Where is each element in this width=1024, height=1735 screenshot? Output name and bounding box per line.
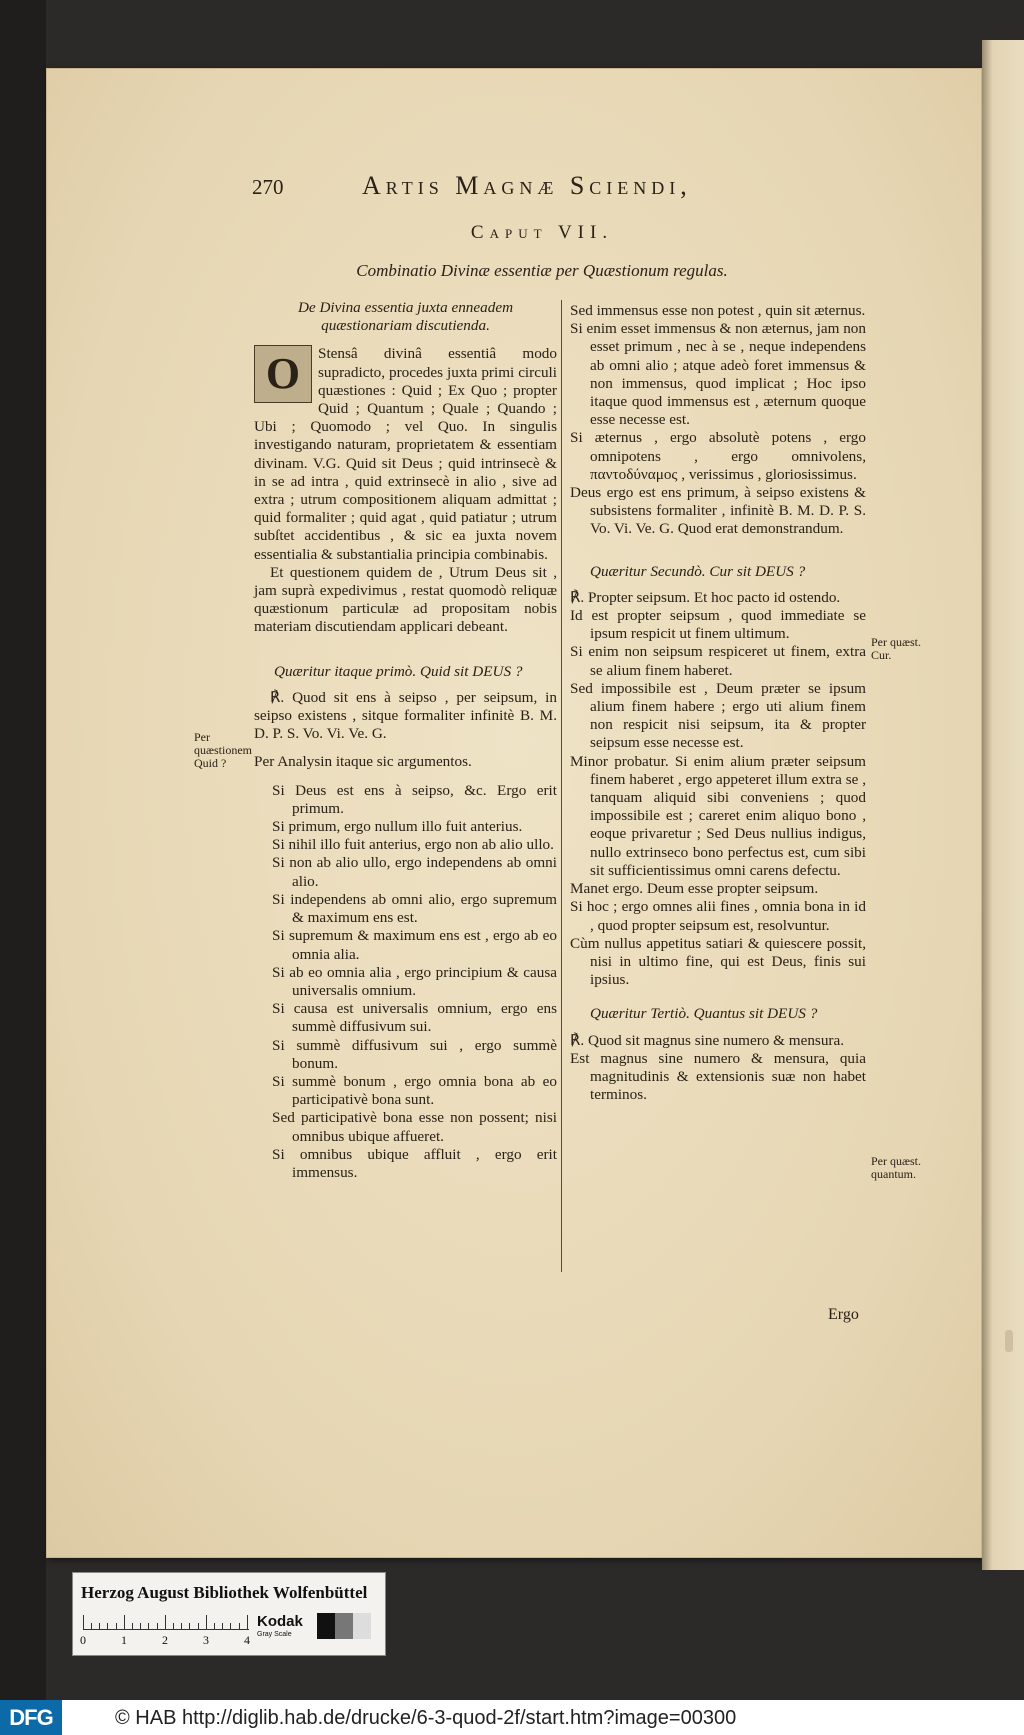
text-line: Est magnus sine numero & mensura, quia magnitudinis & extensionis suæ non habet terminos. bbox=[570, 1049, 866, 1104]
book-title: Artis Magnæ Sciendi, bbox=[362, 171, 692, 200]
argument-item: Si independens ab omni alio, ergo supremum & maximum ens est. bbox=[272, 890, 557, 927]
gray-patch bbox=[353, 1613, 371, 1639]
page-number: 270 bbox=[252, 175, 284, 199]
question-heading-3: Quæritur Tertiò. Quantus sit DEUS ? bbox=[590, 1005, 818, 1023]
text-line: Si æternus , ergo absolutè potens , ergo omnipotens , ergo omnivolens, παντοδύναμος , verissimus , gloriosissimus. bbox=[570, 429, 866, 483]
argument-item: Si Deus est ens à seipso, &c. Ergo erit primum. bbox=[272, 781, 557, 817]
question-heading-2: Quæritur Secundò. Cur sit DEUS ? bbox=[590, 562, 806, 580]
answer-2: ℟. Propter seipsum. Et hoc pacto id ostendo. bbox=[570, 588, 841, 606]
text-line: Si enim esset immensus & non æternus, jam non esset primum , nec à se , neque independens ab omni alio ; atque adeò foret immensus & non immensus, quod implicat ; Hoc ipso itaque quod immensus est , æternum quoque esse necesse est. bbox=[570, 320, 866, 429]
text-line: Si hoc ; ergo omnes alii fines , omnia bona in id , quod propter seipsum est, resolvuntur. bbox=[570, 898, 866, 934]
answer-3: ℟. Quod sit magnus sine numero & mensura. bbox=[570, 1031, 845, 1049]
chapter-subtitle: Combinatio Divinæ essentiæ per Quæstionum regulas. bbox=[356, 261, 728, 280]
margin-note-quantum: Per quæst. quantum. bbox=[871, 1154, 922, 1181]
argument-item: Si causa est universalis omnium, ergo ens summè diffusivum sui. bbox=[272, 1000, 557, 1036]
margin-note-left: Per quæstionem Quid ? bbox=[194, 730, 253, 770]
source-url: © HAB http://diglib.hab.de/drucke/6-3-quod-2f/start.htm?image=00300 bbox=[115, 1707, 737, 1729]
ruler-label: 3 bbox=[203, 1633, 209, 1647]
gray-patch bbox=[335, 1613, 353, 1639]
argument-item: Si summè bonum , ergo omnia bona ab eo participativè bona sunt. bbox=[272, 1072, 557, 1109]
text-line: Minor probatur. Si enim alium præter seipsum finem haberet , ergo appeteret illum extra se , tanquam aliquid sibi conveniens ; quod impossibile est ; careret enim aliquo bono , eoque privaretur ; Sed Deus nullius indigus, nullo extrinseco bono perfectus est, cum sibi sit sufficientissimus omni carens defectu. bbox=[570, 752, 866, 879]
gray-patch bbox=[317, 1613, 335, 1639]
text-line: Sed impossibile est , Deum præter se ipsum alium finem habere ; ergo uti alium finem non respicit nisi seipsum, ita & propter seipsum esse necesse est. bbox=[570, 679, 866, 752]
paragraph-text: Stensâ divinâ essentiâ modo supradicto, procedes juxta primi circuli quæstiones : Quid ; Ex Quo ; propter Quid ; Quantum ; Quale ; Quando ; Ubi ; Quomodo ; vel Quo. In singulis investigando naturam, proprietatem & essentiam divinam. V.G. Quid sit Deus ; quid intrinsecè & in se ad intra , quid extrinsecè in alio , sive ad extra ; utrum compositionem aliquam admittat ; quid formaliter ; quid agat , quid patiatur ; utrum subſtet accidentibus , & sic ea juxta novem essentialia & substantialia principia combinabis. bbox=[254, 345, 557, 563]
argument-item: Si summè diffusivum sui , ergo summè bonum. bbox=[272, 1036, 557, 1072]
right-list bbox=[570, 302, 866, 539]
analysis-intro: Per Analysin itaque sic argumentos. bbox=[254, 753, 472, 771]
left-column bbox=[254, 299, 557, 1182]
text-line: Si enim non seipsum respiceret ut finem, extra se alium finem haberet. bbox=[570, 643, 866, 679]
chapter-heading: Caput VII. bbox=[470, 222, 614, 243]
argument-list bbox=[254, 782, 557, 1182]
right-list bbox=[570, 607, 866, 989]
right-list bbox=[570, 1050, 866, 1105]
argument-item: Si non ab alio ullo, ergo independens ab omni alio. bbox=[272, 854, 557, 890]
drop-cap-initial: O bbox=[254, 345, 312, 403]
catchword: Ergo bbox=[828, 1306, 859, 1323]
argument-item: Si omnibus ubique affluit , ergo erit immensus. bbox=[272, 1145, 557, 1181]
text-line: Manet ergo. Deum esse propter seipsum. bbox=[570, 880, 819, 898]
ruler-label: 4 bbox=[244, 1633, 250, 1647]
margin-note-cur: Per quæst. Cur. bbox=[871, 635, 922, 662]
viewer-footer bbox=[0, 1700, 1024, 1735]
column-divider bbox=[561, 300, 562, 1272]
text-line: Id est propter seipsum , quod immediate se ipsum respicit ut finem ultimum. bbox=[570, 607, 866, 643]
gray-scale-label: Gray Scale bbox=[257, 1631, 292, 1638]
argument-item: Sed participativè bona esse non possent; nisi omnibus ubique affueret. bbox=[272, 1109, 557, 1145]
scale-ruler bbox=[83, 1615, 249, 1630]
argument-item: Si supremum & maximum ens est , ergo ab eo omnia alia. bbox=[272, 927, 557, 963]
viewer-background bbox=[0, 0, 46, 1700]
ruler-label: 1 bbox=[121, 1633, 127, 1647]
question-heading-1: Quæritur itaque primò. Quid sit DEUS ? bbox=[274, 662, 523, 680]
argument-item: Si primum, ergo nullum illo fuit anterius. bbox=[272, 818, 523, 836]
section-heading: De Divina essentia juxta enneadem quæstionariam discutienda. bbox=[297, 299, 514, 335]
paragraph: Et questionem quidem de , Utrum Deus sit , jam suprà expedivimus , restat quomodò reliquæ quæstionum particulæ ad propositam nobis materiam discutiendam applicari debeant. bbox=[254, 563, 557, 636]
facing-page-mark bbox=[1005, 1330, 1013, 1352]
text-line: Sed immensus esse non potest , quin sit æternus. bbox=[570, 302, 866, 319]
ruler-label: 2 bbox=[162, 1633, 168, 1647]
answer-1: ℟. Quod sit ens à seipso , per seipsum, in seipso existens , sitque formaliter infinitè B. M. D. P. S. Vo. Vi. Ve. G. bbox=[254, 688, 557, 743]
text-line: Deus ergo est ens primum, à seipso existens & subsistens formaliter , infinitè B. M. D. P. S. Vo. Vi. Ve. G. Quod erat demonstrandum. bbox=[570, 484, 866, 538]
text-line: Cùm nullus appetitus satiari & quiescere possit, nisi in ultimo fine, qui est Deus, finis sui ipsius. bbox=[570, 934, 866, 989]
kodak-logo: Kodak bbox=[257, 1613, 303, 1630]
running-head bbox=[252, 171, 752, 205]
argument-item: Si nihil illo fuit anterius, ergo non ab alio ullo. bbox=[272, 836, 554, 854]
library-name: Herzog August Bibliothek Wolfenbüttel bbox=[81, 1583, 368, 1602]
argument-item: Si ab eo omnia alia , ergo principium & causa universalis omnium. bbox=[272, 963, 557, 999]
right-column bbox=[570, 302, 866, 1104]
dfg-logo: DFG bbox=[0, 1700, 62, 1735]
ruler-label: 0 bbox=[80, 1633, 86, 1647]
opening-paragraph bbox=[254, 345, 557, 563]
color-calibration-bar bbox=[72, 1572, 386, 1656]
